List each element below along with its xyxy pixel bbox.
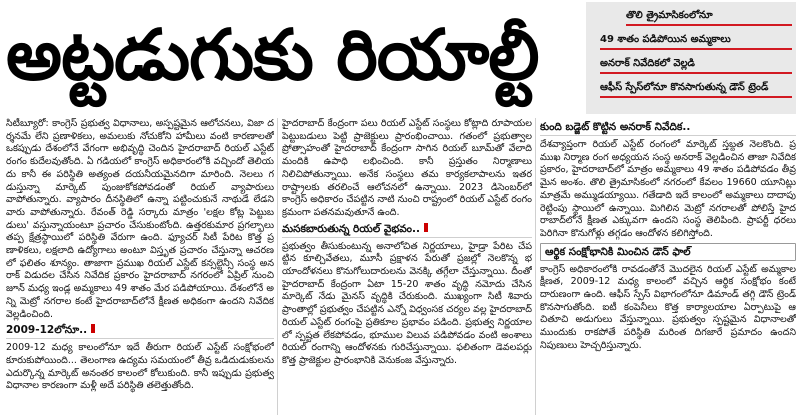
article-column-2 [282, 118, 532, 419]
article-column-1 [6, 118, 274, 419]
subheading [540, 120, 796, 136]
deck-line: ఆఫీస్ స్పేస్‌లోనూ కొనసాగుతున్న డౌన్ ట్రెండ్ [600, 78, 792, 98]
subheading-text: 2009-12లోనూ.. [6, 324, 88, 337]
subheading-text: మసకబారుతున్న రియల్ వైభవం.. [282, 222, 420, 235]
deck-line: తొలి త్రైమాసికంలోనూ [626, 6, 792, 26]
body-paragraph: సిటీబ్యూరో: కాంగ్రెస్ ప్రభుత్వ విధానాలు, అస్పష్టమైన ఆలోచనలు, విజా దర్శనమే లేని ప్రణాళికలు, అమలుకు నోచుకోని హామీలు వంటి కారణాలతో ఒకప్పుడు దేశంలోనే వేగంగా అభివృద్ధి చెందిన హైదరాబాద్ రియల్ ఎస్టేట్ రంగం కుదేలవుతోంది. ఏ గడియలో కాంగ్రెస్ అధికారంలోకి వచ్చిందో తెలియదు కానీ ఈ పరిస్థితి అత్యంత దయనీయమైనదిగా మారింది. నెలలు గడుస్తున్నా మార్కెట్ పుంజుకోకపోవడంతో రియల్ వ్యాపారులు వాపోతున్నారు. వ్యాపారం దీనస్థితిలో ఉన్నా పట్టించుకునే నాథుడే లేడని వారు వాపోతున్నారు. రేవంత్ రెడ్డి సర్కారు మాత్రం 'లక్షల కోట్ల పెట్టుబడులు' వస్తున్నాయంటూ ప్రచారం చేసుకుంటోంది. ఉత్తరకుమార ప్రగల్భాలు తప్ప క్షేత్రస్థాయిలో పరిస్థితి వేరుగా ఉంది. ఫ్యూచర్ సిటీ పేరిట కొత్త ప్రణాళికలు, లక్షలాది ఉద్యోగాలు అంటూ విస్తృత ప్రచారం చేస్తున్నా ఆచరణలో ఫలితం శూన్యం. తాజాగా ప్రముఖ రియల్ ఎస్టేట్ కన్సల్టెన్సీ సంస్థ అనరాక్ విడుదల చేసిన నివేదిక ప్రకారం హైదరాబాద్ నగరంలో ఏప్రిల్ నుంచి జూన్ మధ్య ఇండ్ల అమ్మకాలు 49 శాతం మేర పడిపోయాయి. దేశంలోనే అన్ని మెట్రో నగరాల కంటే హైదరాబాద్‌లోనే క్షీణత అధికంగా ఉందని నివేదిక వెల్లడించింది. [6, 118, 274, 320]
body-paragraph: కాంగ్రెస్ అధికారంలోకి రావడంతోనే మొదలైన రియల్ ఎస్టేట్ అమ్మకాల క్షీణత, 2009-12 మధ్య కాలంలో వచ్చిన ఆర్థిక సంక్షోభం కంటే దారుణంగా ఉంది. ఆఫీస్ స్పేస్ విభాగంలోనూ డిమాండ్ తగ్గి డౌన్ ట్రెండ్ కొనసాగుతోంది. ఐటీ కంపెనీలు కొత్త కార్యాలయాల ఏర్పాటుపై ఆచితూచి అడుగులు వేస్తున్నాయి. ప్రభుత్వం స్పష్టమైన విధానాలతో ముందుకు రాకపోతే పరిస్థితి మరింత దిగజారే ప్రమాదం ఉందని నిపుణులు హెచ్చరిస్తున్నారు. [540, 263, 796, 351]
subheading-text: ఆర్థిక సంక్షోభానికి మించిన డౌన్ ఫాల్ [545, 245, 691, 258]
subheading [540, 243, 796, 261]
body-paragraph: 2009-12 మధ్య కాలంలోనూ ఇదే తీరుగా రియల్ ఎస్టేట్ సంక్షోభంలో కూరుకుపోయింది... తెలంగాణ ఉద్యమ సమయంలో తీవ్ర ఒడిదుడుకులను ఎదుర్కొన్న మార్కెట్ అనంతర కాలంలో కోలుకుంది. కానీ ఇప్పుడు ప్రభుత్వ విధానాల కారణంగా మళ్లీ అదే పరిస్థితి తలెత్తుతోంది. [6, 342, 274, 392]
column-rule [277, 118, 278, 415]
headline: అట్టడుగుకు రియాల్టీ [6, 14, 539, 96]
deck-line: 49 శాతం పడిపోయిన అమ్మకాలు [600, 30, 792, 50]
subheading-text: కుంది బడ్జెట్ కొట్టిన అనరాక్ నివేదిక.. [540, 121, 691, 133]
body-paragraph: హైదరాబాద్ కేంద్రంగా పలు రియల్ ఎస్టేట్ సంస్థలు కోట్లాది రూపాయల పెట్టుబడులు పెట్టి ప్రాజెక్టులు ప్రారంభించాయి. గతంలో ప్రభుత్వాల ప్రోత్సాహంతో హైదరాబాద్ కేంద్రంగా సాగిన రియల్ బూమ్‌తో వేలాది మందికి ఉపాధి లభించింది. కానీ ప్రస్తుతం నిర్మాణాలు నిలిచిపోతున్నాయి. అనేక సంస్థలు తమ కార్యకలాపాలను ఇతర రాష్ట్రాలకు తరలించే ఆలోచనలో ఉన్నాయి. 2023 డిసెంబర్‌లో కాంగ్రెస్ అధికారం చేపట్టిన నాటి నుంచి రాష్ట్రంలో రియల్ ఎస్టేట్ రంగం క్రమంగా పతనమవుతూనే ఉంది. [282, 118, 532, 218]
article-column-3 [540, 118, 796, 419]
red-marker-icon [91, 324, 95, 333]
body-paragraph: దేశవ్యాప్తంగా రియల్ ఎస్టేట్ రంగంలో మార్కెట్ స్తబ్దత నెలకొంది. ప్రముఖ నిర్మాణ రంగ అధ్యయన సంస్థ అనరాక్ వెల్లడించిన తాజా నివేదిక ప్రకారం, హైదరాబాద్‌లో మాత్రం అమ్మకాలు 49 శాతం పడిపోవడం తీవ్రమైన అంశం. తొలి త్రైమాసికంలో నగరంలో కేవలం 19660 యూనిట్లు మాత్రమే అమ్ముడయ్యాయి. గతేడాది ఇదే కాలంలో అమ్మకాలు దాదాపు రెట్టింపు స్థాయిలో ఉన్నాయి. మిగిలిన మెట్రో నగరాలతో పోలిస్తే హైదరాబాద్‌లోనే క్షీణత ఎక్కువగా ఉందని సంస్థ తెలిపింది. ప్రాపర్టీ ధరలు పెరిగినా కొనుగోళ్లు తగ్గడం ఆందోళన కలిగిస్తోంది. [540, 139, 796, 239]
deck-line: అనరాక్ నివేదికలో వెల్లడి [600, 54, 792, 74]
column-rule [535, 118, 536, 415]
body-paragraph: ప్రభుత్వం తీసుకుంటున్న అనాలోచిత నిర్ణయాలు, హైడ్రా పేరిట చేపట్టిన కూల్చివేతలు, మూసీ ప్రక్షాళన పేరుతో ప్రజల్లో నెలకొన్న భయాందోళనలు కొనుగోలుదారులను వెనక్కి తగ్గేలా చేస్తున్నాయి. దీంతో హైదరాబాద్ కేంద్రంగా ఏటా 15-20 శాతం వృద్ధి నమోదు చేసిన మార్కెట్ నేడు మైనస్ వృద్ధికి చేరుకుంది. ముఖ్యంగా సిటీ శివారు ప్రాంతాల్లో ప్రభుత్వం చేపట్టిన ఎన్నో విధ్వంసక చర్యల వల్ల హైదరాబాద్ రియల్ ఎస్టేట్ రంగంపై ప్రతికూల ప్రభావం పడింది. ప్రభుత్వ నిర్ణయాలలో స్పష్టత లేకపోవడం, భూముల విలువ పడిపోవడం వంటి అంశాలు రియల్ రంగాన్ని ఆందోళనకు గురిచేస్తున్నాయి. ఫలితంగా డెవలపర్లు కొత్త ప్రాజెక్టుల ప్రారంభానికి వెనుకంజ వేస్తున్నారు. [282, 240, 532, 366]
subheading [6, 323, 274, 339]
red-marker-icon [424, 223, 428, 232]
deck-box [586, 2, 796, 114]
subheading [282, 222, 532, 238]
